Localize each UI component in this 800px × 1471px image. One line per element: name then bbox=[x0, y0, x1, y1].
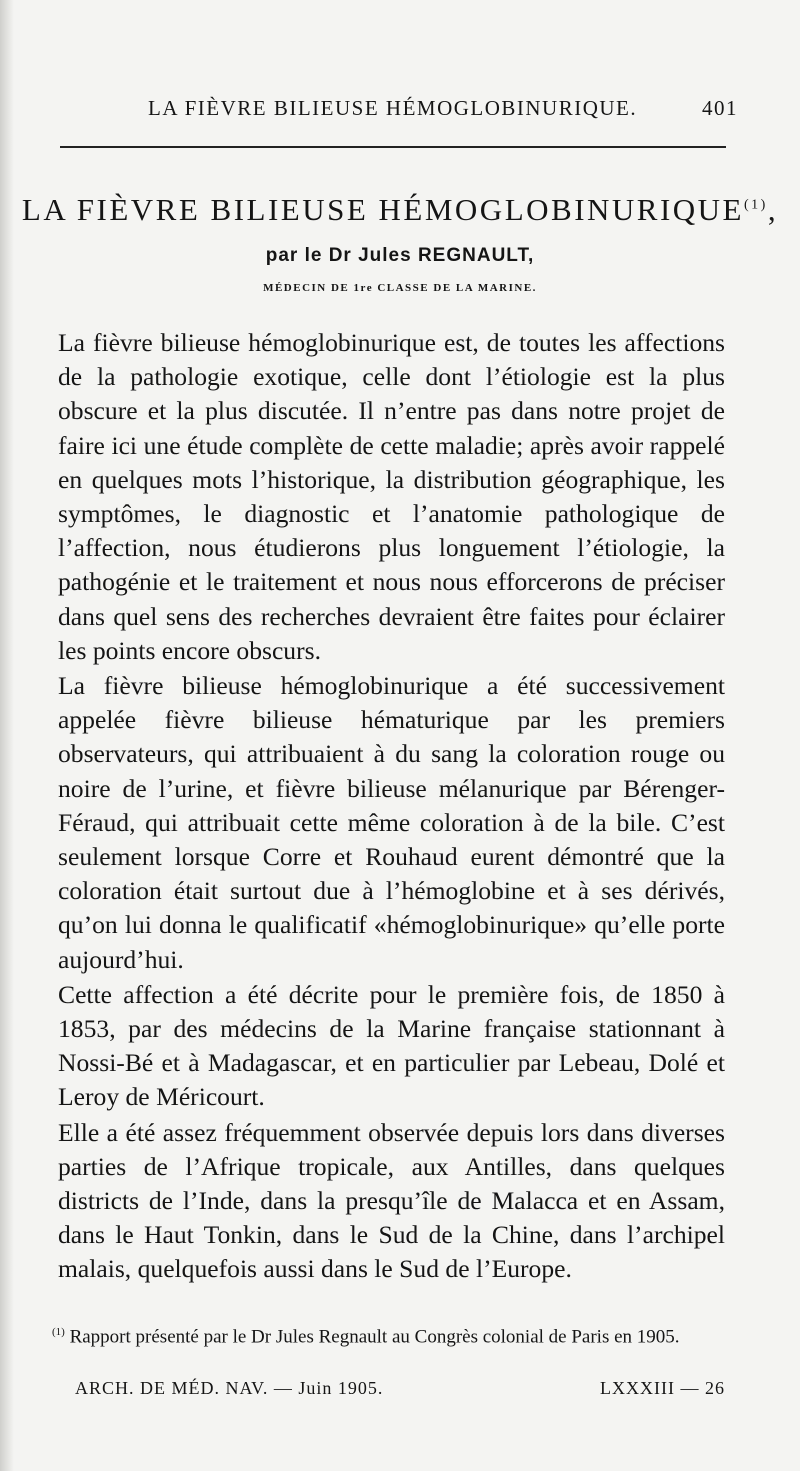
paragraph: Cette affection a été décrite pour le première fois, de 1850 à 1853, par des médecins de la Marine française stationnant à Nossi-Bé et à Madagascar, et en particulier par Lebeau, Dolé et Leroy de Méricourt. bbox=[58, 979, 725, 1112]
byline: par le Dr Jules REGNAULT, bbox=[265, 245, 535, 266]
author-rank: MÉDECIN DE 1re CLASSE DE LA MARINE. bbox=[263, 282, 537, 294]
journal-reference: ARCH. DE MÉD. NAV. — Juin 1905. bbox=[75, 1378, 384, 1398]
page-footer bbox=[75, 1378, 725, 1408]
footnote-text: Rapport présenté par le Dr Jules Regnault au Congrès colonial de Paris en 1905. bbox=[69, 1326, 680, 1348]
title-punctuation: , bbox=[767, 192, 779, 227]
page-number: 401 bbox=[702, 96, 738, 120]
running-head-title: LA FIÈVRE BILIEUSE HÉMOGLOBINURIQUE. bbox=[148, 96, 638, 120]
header-rule bbox=[60, 146, 726, 148]
volume-signature: LXXXIII — 26 bbox=[600, 1378, 725, 1398]
article-title-text: LA FIÈVRE BILIEUSE HÉMOGLOBINURIQUE bbox=[21, 192, 744, 227]
body-text bbox=[58, 326, 725, 1288]
paragraph: La fièvre bilieuse hémoglobinurique a été successivement appelée fièvre bilieuse hématurique par les premiers observateurs, qui attribuaient à du sang la coloration rouge ou noire de l’urine, et fièvre bilieuse mélanurique par Bérenger-Féraud, qui attribuait cette même coloration à de la bile. C’est seulement lorsque Corre et Rouhaud eurent démontré que la coloration était surtout due à l’hémoglobine et à ses dérivés, qu’on lui donna le qualificatif «hémoglobinurique» qu’elle porte aujourd’hui. bbox=[58, 671, 725, 974]
paragraph: Elle a été assez fréquemment observée depuis lors dans diverses parties de l’Afrique tropicale, aux Antilles, dans quelques districts de l’Inde, dans la presqu’île de Malacca et en Assam, dans le Haut Tonkin, dans le Sud de la Chine, dans l’archipel malais, quelquefois aussi dans le Sud de l’Europe. bbox=[58, 1117, 725, 1284]
footnote bbox=[52, 1318, 724, 1351]
paragraph: La fièvre bilieuse hémoglobinurique est, de toutes les affections de la pathologie exotique, celle dont l’étiologie est la plus obscure et la plus discutée. Il n’entre pas dans notre projet de faire ici une étude complète de cette maladie; après avoir rappelé en quelques mots l’historique, la distribution géographique, les symptômes, le diagnostic et l’anatomie pathologique de l’affection, nous étudierons plus longuement l’étiologie, la pathogénie et le traitement et nous nous efforcerons de préciser dans quel sens des recherches devraient être faites pour éclairer les points encore obscurs. bbox=[58, 328, 725, 665]
running-head bbox=[148, 96, 738, 136]
article-title bbox=[0, 192, 800, 228]
title-footnote-marker: (1) bbox=[744, 197, 768, 213]
footnote-marker: (1) bbox=[52, 1326, 65, 1338]
